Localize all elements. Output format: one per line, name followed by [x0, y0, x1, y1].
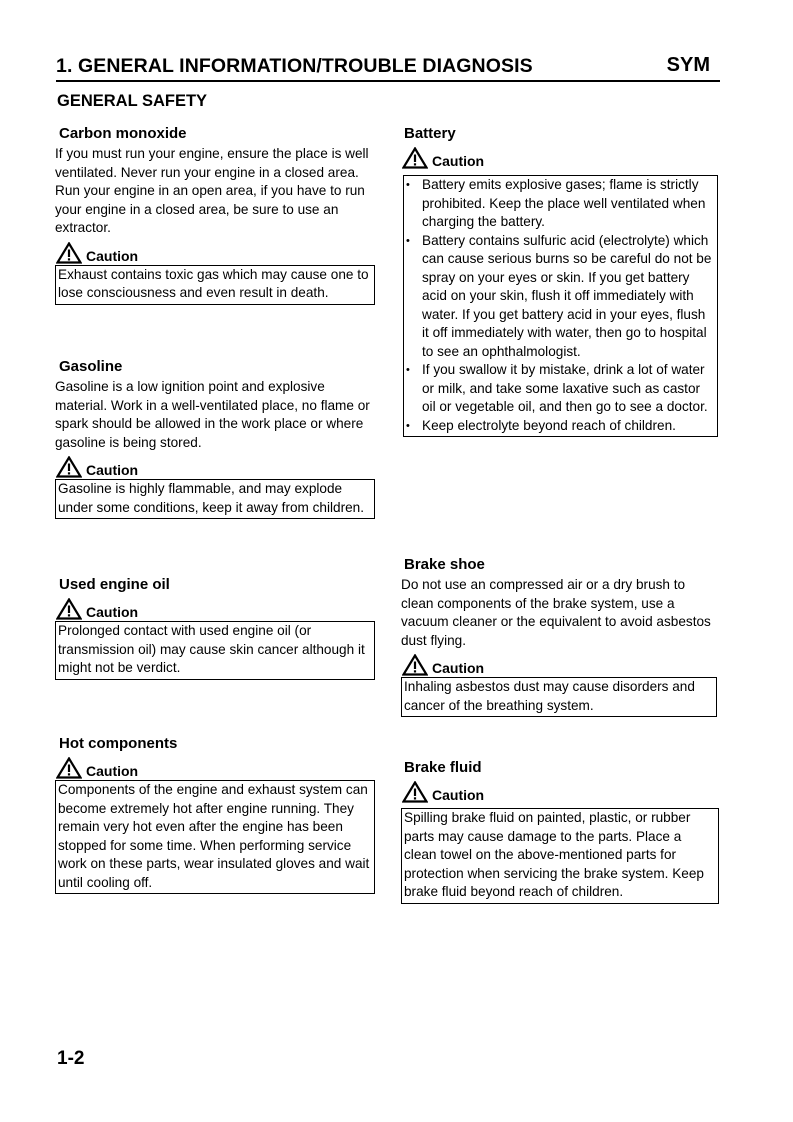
page-number: 1-2 — [57, 1048, 85, 1069]
section-title: GENERAL SAFETY — [57, 92, 208, 110]
page-header — [56, 54, 720, 82]
gasoline-heading: Gasoline — [59, 358, 123, 375]
used-engine-oil-heading: Used engine oil — [59, 576, 170, 593]
brake-fluid-caution-box: Spilling brake fluid on painted, plastic, or rubber parts may cause damage to the parts. Place a clean towel on the above-mentioned parts for protection when servicing the brake system. Keep brake fluid beyond reach of children. — [401, 808, 719, 904]
list-item: • If you swallow it by mistake, drink a lot of water or milk, and take some laxative such as castor oil or vegetable oil, and then go to see a doctor. — [406, 361, 715, 417]
caution-label: Caution — [86, 763, 139, 779]
battery-caution-list — [406, 176, 715, 435]
carbon-monoxide-caution-box: Exhaust contains toxic gas which may cause one to lose consciousness and even result in death. — [55, 265, 375, 305]
caution-label: Caution — [432, 787, 485, 803]
gasoline-caution-box: Gasoline is highly flammable, and may explode under some conditions, keep it away from children. — [55, 479, 375, 519]
used-engine-oil-section — [55, 575, 375, 680]
warning-icon — [56, 598, 82, 620]
warning-icon — [402, 147, 428, 169]
gasoline-section — [55, 357, 375, 519]
hot-components-section — [55, 734, 375, 894]
warning-icon — [56, 456, 82, 478]
used-engine-oil-caution-box: Prolonged contact with used engine oil (or transmission oil) may cause skin cancer although it might not be verdict. — [55, 621, 375, 680]
brake-fluid-heading: Brake fluid — [404, 759, 482, 776]
brake-fluid-section — [401, 758, 721, 904]
caution-label-row — [402, 781, 721, 803]
warning-icon — [402, 781, 428, 803]
caution-label: Caution — [86, 604, 139, 620]
list-item: • Battery emits explosive gases; flame is strictly prohibited. Keep the place well ventilated when charging the battery. — [406, 176, 715, 232]
brake-shoe-heading: Brake shoe — [404, 556, 485, 573]
list-item: • Keep electrolyte beyond reach of children. — [406, 417, 715, 436]
gasoline-text: Gasoline is a low ignition point and explosive material. Work in a well-ventilated place, no flame or spark should be allowed in the work place or where gasoline is being stored. — [55, 379, 370, 450]
battery-caution-box — [403, 175, 718, 437]
warning-icon — [56, 757, 82, 779]
brake-shoe-caution-box: Inhaling asbestos dust may cause disorders and cancer of the breathing system. — [401, 677, 717, 717]
list-item: • Battery contains sulfuric acid (electrolyte) which can cause serious burns so be careful do not be spray on your eyes or skin. If you get battery acid on your skin, flush it off immediately with water. If you get battery acid in your eyes, flush it off immediately with water, then go to hospital to see an ophthalmologist. — [406, 232, 715, 362]
caution-label: Caution — [432, 153, 485, 169]
battery-heading: Battery — [404, 125, 456, 142]
caution-label: Caution — [86, 462, 139, 478]
carbon-monoxide-section — [55, 124, 375, 305]
caution-label-row — [56, 456, 375, 478]
warning-icon — [56, 242, 82, 264]
brake-shoe-text: Do not use an compressed air or a dry brush to clean components of the brake system, use a vacuum cleaner or the equivalent to avoid asbestos dust flying. — [401, 577, 711, 648]
hot-components-heading: Hot components — [59, 735, 178, 752]
carbon-monoxide-heading: Carbon monoxide — [59, 125, 187, 142]
brake-shoe-section — [401, 555, 721, 717]
brand-label: SYM — [666, 54, 710, 76]
caution-label-row — [402, 654, 721, 676]
warning-icon — [402, 654, 428, 676]
hot-components-caution-box: Components of the engine and exhaust system can become extremely hot after engine running. They remain very hot even after the engine has been stopped for some time. When performing service work on these parts, wear insulated gloves and wait until cooling off. — [55, 780, 375, 894]
caution-label-row — [56, 242, 375, 264]
page-title: 1. GENERAL INFORMATION/TROUBLE DIAGNOSIS — [56, 55, 533, 77]
caution-label-row — [402, 147, 721, 169]
caution-label-row — [56, 598, 375, 620]
caution-label: Caution — [86, 247, 139, 264]
battery-section — [401, 124, 721, 437]
caution-label: Caution — [432, 660, 485, 676]
carbon-monoxide-text: If you must run your engine, ensure the place is well ventilated. Never run your engine in a closed area. Run your engine in an open area, if you have to run your engine in a closed area, be sure to use an extractor. — [55, 146, 369, 235]
caution-label-row — [56, 757, 375, 779]
